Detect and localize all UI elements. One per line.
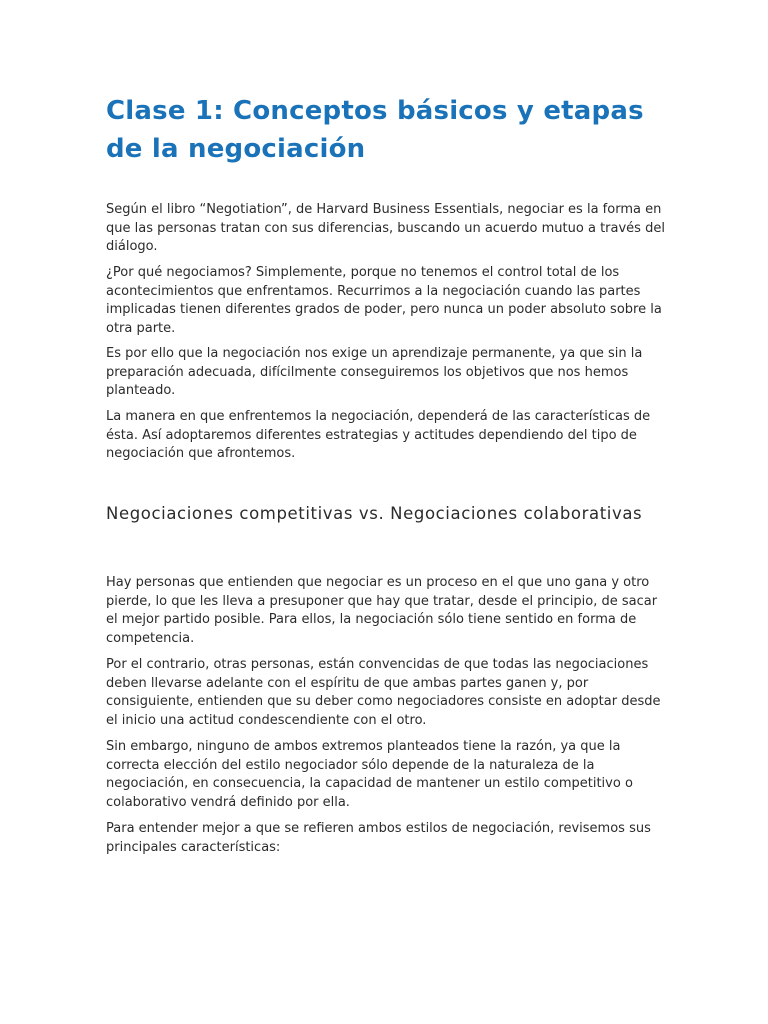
section-heading: Negociaciones competitivas vs. Negociaciones colaborativas [106, 504, 643, 523]
document-title: Clase 1: Conceptos básicos y etapas de la negociación [106, 96, 644, 164]
section-paragraph: Hay personas que entienden que negociar es un proceso en el que uno gana y otro pierde, lo que les lleva a presuponer que hay que tratar, desde el principio, de sacar el mejor partido posible. Para ellos, la negociación sólo tiene sentido en forma de competencia. [106, 575, 658, 646]
intro-paragraph: ¿Por qué negociamos? Simplemente, porque no tenemos el control total de los acontecimientos que enfrentamos. Recurrimos a la negociación cuando las partes implicadas tienen diferentes grados de poder, pero nunca un poder absoluto sobre la otra parte. [106, 265, 662, 336]
intro-paragraph: Según el libro “Negotiation”, de Harvard Business Essentials, negociar es la forma en que las personas tratan con sus diferencias, buscando un acuerdo mutuo a través del diálogo. [106, 202, 665, 255]
section-paragraph: Para entender mejor a que se refieren ambos estilos de negociación, revisemos sus principales características: [106, 821, 651, 855]
section-paragraph: Por el contrario, otras personas, están convencidas de que todas las negociaciones deben llevarse adelante con el espíritu de que ambas partes ganen y, por consiguiente, entienden que su deber como negociadores consiste en adoptar desde el inicio una actitud condescendiente con el otro. [106, 657, 661, 728]
intro-paragraph: La manera en que enfrentemos la negociación, dependerá de las características de ésta. Así adoptaremos diferentes estrategias y actitudes dependiendo del tipo de negociación que afrontemos. [106, 409, 651, 462]
section-paragraph: Sin embargo, ninguno de ambos extremos planteados tiene la razón, ya que la correcta elección del estilo negociador sólo depende de la naturaleza de la negociación, en consecuencia, la capacidad de mantener un estilo competitivo o colaborativo vendrá definido por ella. [106, 739, 633, 810]
intro-paragraph: Es por ello que la negociación nos exige un aprendizaje permanente, ya que sin la preparación adecuada, difícilmente conseguiremos los objetivos que nos hemos planteado. [106, 346, 643, 399]
